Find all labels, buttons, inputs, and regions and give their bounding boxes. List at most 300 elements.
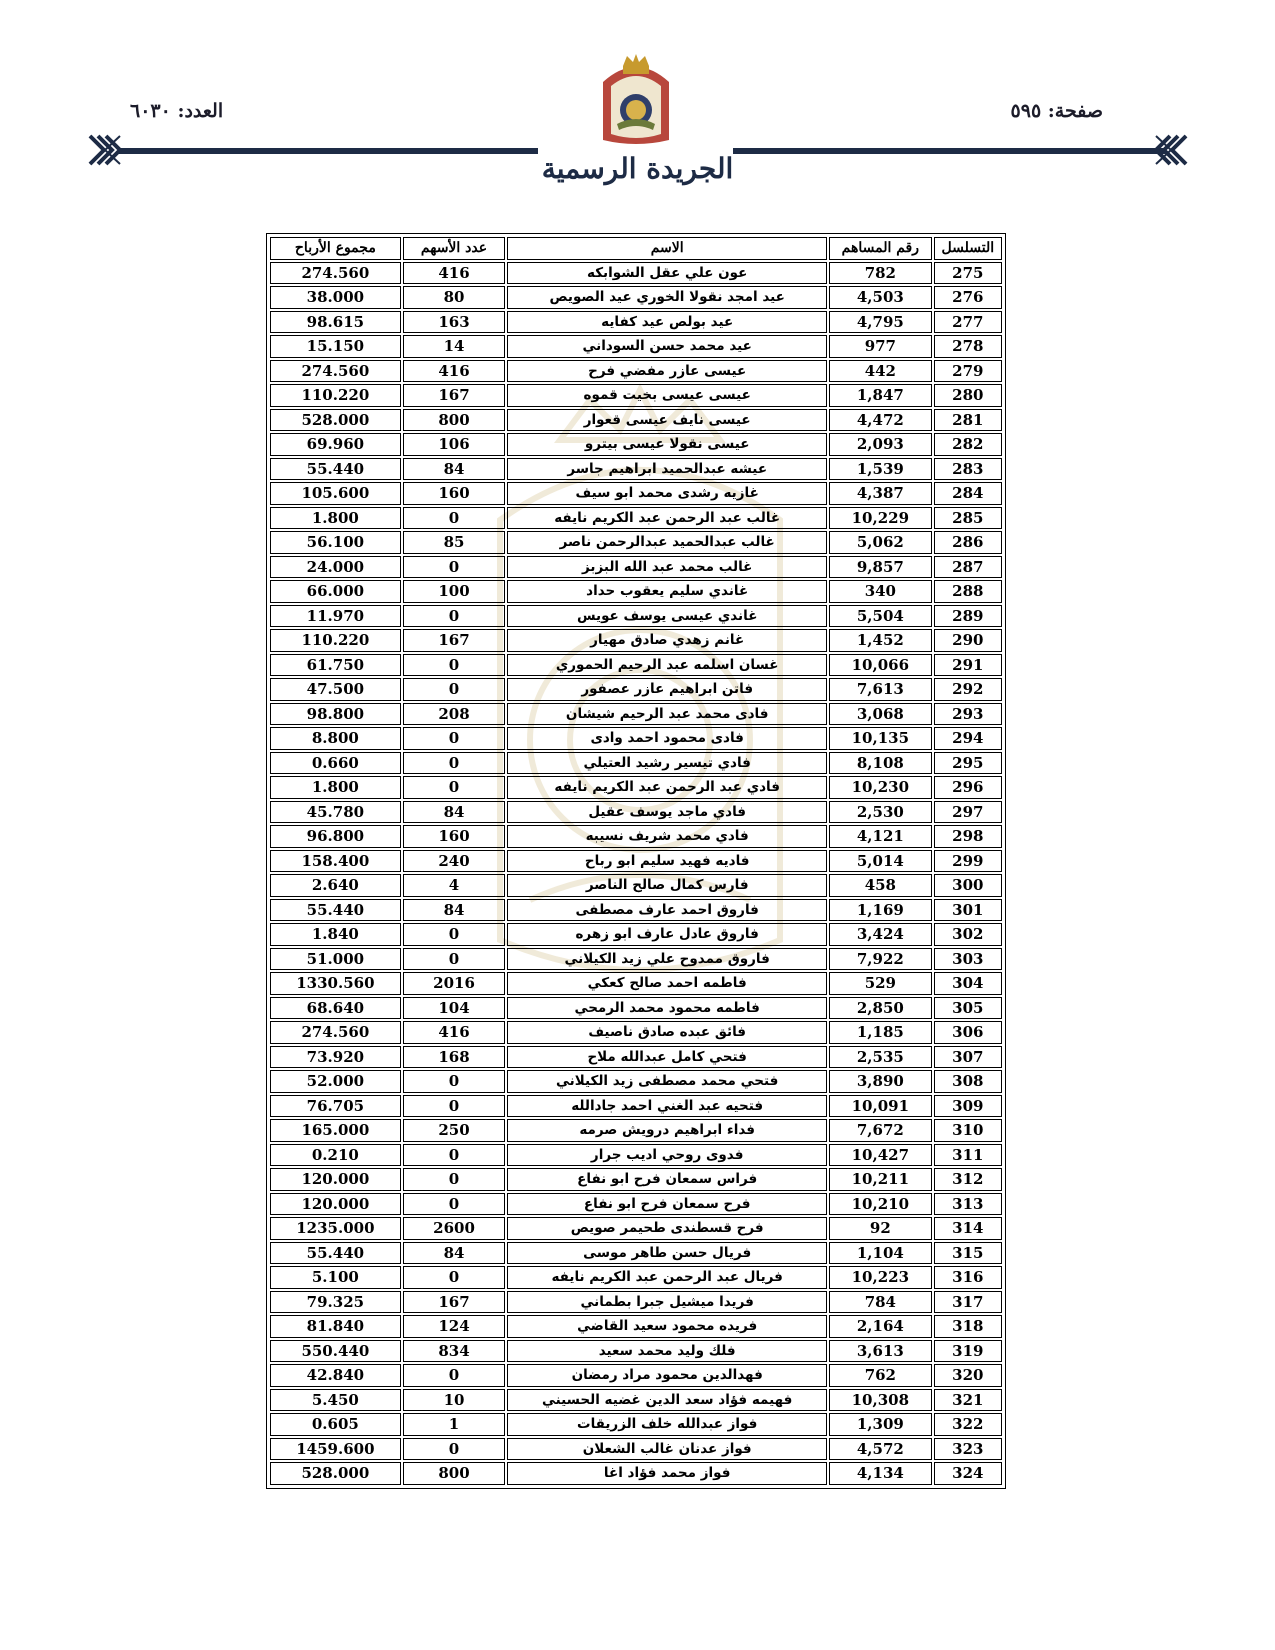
shares-cell: 160 bbox=[403, 482, 506, 505]
shareholder-number-cell: 1,539 bbox=[829, 458, 932, 481]
table-row bbox=[270, 1193, 1002, 1216]
shareholder-number-cell: 8,108 bbox=[829, 752, 932, 775]
table-row bbox=[270, 678, 1002, 701]
serial-cell: 314 bbox=[934, 1217, 1002, 1240]
serial-cell: 297 bbox=[934, 801, 1002, 824]
shares-cell: 834 bbox=[403, 1340, 506, 1363]
shareholder-number-cell: 2,535 bbox=[829, 1046, 932, 1069]
table-header-row bbox=[270, 237, 1002, 260]
shareholder-number-cell: 10,223 bbox=[829, 1266, 932, 1289]
dividends-cell: 38.000 bbox=[270, 286, 401, 309]
serial-cell: 277 bbox=[934, 311, 1002, 334]
table-row bbox=[270, 507, 1002, 530]
serial-cell: 290 bbox=[934, 629, 1002, 652]
serial-cell: 299 bbox=[934, 850, 1002, 873]
name-cell: عيد محمد حسن السوداني bbox=[507, 335, 827, 358]
dividends-cell: 55.440 bbox=[270, 1242, 401, 1265]
dividends-cell: 528.000 bbox=[270, 409, 401, 432]
serial-cell: 322 bbox=[934, 1413, 1002, 1436]
serial-cell: 285 bbox=[934, 507, 1002, 530]
dividends-cell: 52.000 bbox=[270, 1070, 401, 1093]
table-row bbox=[270, 997, 1002, 1020]
table-row bbox=[270, 948, 1002, 971]
table-row bbox=[270, 629, 1002, 652]
shares-cell: 84 bbox=[403, 801, 506, 824]
shares-cell: 0 bbox=[403, 1144, 506, 1167]
shares-cell: 4 bbox=[403, 874, 506, 897]
column-header-shareholder-number: رقم المساهم bbox=[829, 237, 932, 260]
table-row bbox=[270, 776, 1002, 799]
serial-cell: 288 bbox=[934, 580, 1002, 603]
shareholder-number-cell: 1,847 bbox=[829, 384, 932, 407]
name-cell: فواز محمد فؤاد اغا bbox=[507, 1462, 827, 1485]
shares-cell: 80 bbox=[403, 286, 506, 309]
table-row bbox=[270, 409, 1002, 432]
shareholder-number-cell: 10,427 bbox=[829, 1144, 932, 1167]
shares-cell: 800 bbox=[403, 409, 506, 432]
dividends-cell: 73.920 bbox=[270, 1046, 401, 1069]
shareholder-number-cell: 10,135 bbox=[829, 727, 932, 750]
dividends-cell: 5.100 bbox=[270, 1266, 401, 1289]
shares-cell: 2600 bbox=[403, 1217, 506, 1240]
shares-cell: 0 bbox=[403, 1266, 506, 1289]
dividends-cell: 47.500 bbox=[270, 678, 401, 701]
dividends-cell: 55.440 bbox=[270, 458, 401, 481]
shares-cell: 0 bbox=[403, 507, 506, 530]
shareholder-number-cell: 4,795 bbox=[829, 311, 932, 334]
name-cell: فادي عبد الرحمن عبد الكريم نايفه bbox=[507, 776, 827, 799]
name-cell: عيسى نقولا عيسى بيترو bbox=[507, 433, 827, 456]
serial-cell: 316 bbox=[934, 1266, 1002, 1289]
table-row bbox=[270, 1021, 1002, 1044]
shareholder-number-cell: 7,672 bbox=[829, 1119, 932, 1142]
shares-cell: 0 bbox=[403, 678, 506, 701]
dividends-cell: 274.560 bbox=[270, 360, 401, 383]
name-cell: فتحيه عبد الغني احمد جادالله bbox=[507, 1095, 827, 1118]
serial-cell: 317 bbox=[934, 1291, 1002, 1314]
name-cell: فاديه فهيد سليم ابو رباح bbox=[507, 850, 827, 873]
table-row bbox=[270, 360, 1002, 383]
name-cell: فاروق ممدوح علي زيد الكيلاني bbox=[507, 948, 827, 971]
shares-cell: 250 bbox=[403, 1119, 506, 1142]
table-row bbox=[270, 458, 1002, 481]
shareholder-number-cell: 7,922 bbox=[829, 948, 932, 971]
shareholder-number-cell: 1,185 bbox=[829, 1021, 932, 1044]
serial-cell: 313 bbox=[934, 1193, 1002, 1216]
table-row bbox=[270, 286, 1002, 309]
name-cell: فرح سمعان فرح ابو نفاع bbox=[507, 1193, 827, 1216]
name-cell: فادى محمود احمد وادى bbox=[507, 727, 827, 750]
shareholder-number-cell: 784 bbox=[829, 1291, 932, 1314]
name-cell: فاطمه محمود محمد الرمحي bbox=[507, 997, 827, 1020]
dividends-cell: 5.450 bbox=[270, 1389, 401, 1412]
table-row bbox=[270, 874, 1002, 897]
name-cell: فداء ابراهيم درويش صرمه bbox=[507, 1119, 827, 1142]
shareholder-number-cell: 3,068 bbox=[829, 703, 932, 726]
name-cell: فاروق عادل عارف ابو زهره bbox=[507, 923, 827, 946]
dividends-cell: 42.840 bbox=[270, 1364, 401, 1387]
shareholder-number-cell: 1,452 bbox=[829, 629, 932, 652]
shares-cell: 416 bbox=[403, 360, 506, 383]
shareholder-number-cell: 10,210 bbox=[829, 1193, 932, 1216]
serial-cell: 295 bbox=[934, 752, 1002, 775]
shareholder-number-cell: 1,104 bbox=[829, 1242, 932, 1265]
table-row bbox=[270, 1095, 1002, 1118]
dividends-cell: 528.000 bbox=[270, 1462, 401, 1485]
shares-cell: 168 bbox=[403, 1046, 506, 1069]
shares-cell: 14 bbox=[403, 335, 506, 358]
dividends-cell: 1235.000 bbox=[270, 1217, 401, 1240]
serial-cell: 304 bbox=[934, 972, 1002, 995]
dividends-cell: 98.800 bbox=[270, 703, 401, 726]
table-row bbox=[270, 384, 1002, 407]
shareholder-number-cell: 340 bbox=[829, 580, 932, 603]
dividends-cell: 45.780 bbox=[270, 801, 401, 824]
dividends-cell: 15.150 bbox=[270, 335, 401, 358]
shareholder-number-cell: 10,066 bbox=[829, 654, 932, 677]
dividends-cell: 1330.560 bbox=[270, 972, 401, 995]
shares-cell: 0 bbox=[403, 948, 506, 971]
shares-cell: 800 bbox=[403, 1462, 506, 1485]
name-cell: فلك وليد محمد سعيد bbox=[507, 1340, 827, 1363]
shareholder-number-cell: 4,472 bbox=[829, 409, 932, 432]
serial-cell: 320 bbox=[934, 1364, 1002, 1387]
serial-cell: 318 bbox=[934, 1315, 1002, 1338]
shareholder-number-cell: 4,503 bbox=[829, 286, 932, 309]
serial-cell: 321 bbox=[934, 1389, 1002, 1412]
serial-cell: 294 bbox=[934, 727, 1002, 750]
table-row bbox=[270, 556, 1002, 579]
dividends-cell: 0.660 bbox=[270, 752, 401, 775]
table-row bbox=[270, 727, 1002, 750]
shares-cell: 0 bbox=[403, 556, 506, 579]
serial-cell: 309 bbox=[934, 1095, 1002, 1118]
serial-cell: 310 bbox=[934, 1119, 1002, 1142]
dividends-cell: 0.605 bbox=[270, 1413, 401, 1436]
table-row bbox=[270, 825, 1002, 848]
name-cell: فهدالدين محمود مراد رمضان bbox=[507, 1364, 827, 1387]
serial-cell: 319 bbox=[934, 1340, 1002, 1363]
table-row bbox=[270, 923, 1002, 946]
serial-cell: 279 bbox=[934, 360, 1002, 383]
serial-cell: 303 bbox=[934, 948, 1002, 971]
shareholder-number-cell: 762 bbox=[829, 1364, 932, 1387]
dividends-cell: 56.100 bbox=[270, 531, 401, 554]
column-header-total-dividends: مجموع الأرباح bbox=[270, 237, 401, 260]
shares-cell: 416 bbox=[403, 262, 506, 285]
dividends-cell: 81.840 bbox=[270, 1315, 401, 1338]
name-cell: عيسى عازر مفضي فرح bbox=[507, 360, 827, 383]
table-row bbox=[270, 1046, 1002, 1069]
dividends-cell: 110.220 bbox=[270, 384, 401, 407]
shares-cell: 0 bbox=[403, 1168, 506, 1191]
shares-cell: 167 bbox=[403, 629, 506, 652]
serial-cell: 301 bbox=[934, 899, 1002, 922]
name-cell: غسان اسلمه عبد الرحيم الحموري bbox=[507, 654, 827, 677]
dividends-cell: 24.000 bbox=[270, 556, 401, 579]
dividends-cell: 158.400 bbox=[270, 850, 401, 873]
dividends-cell: 51.000 bbox=[270, 948, 401, 971]
serial-cell: 280 bbox=[934, 384, 1002, 407]
shares-cell: 84 bbox=[403, 899, 506, 922]
name-cell: فتحي كامل عبدالله ملاح bbox=[507, 1046, 827, 1069]
table-row bbox=[270, 1340, 1002, 1363]
shareholder-number-cell: 442 bbox=[829, 360, 932, 383]
dividends-cell: 61.750 bbox=[270, 654, 401, 677]
dividends-cell: 550.440 bbox=[270, 1340, 401, 1363]
shareholder-number-cell: 10,230 bbox=[829, 776, 932, 799]
serial-cell: 296 bbox=[934, 776, 1002, 799]
table-row bbox=[270, 752, 1002, 775]
name-cell: عيد امجد نقولا الخوري عيد الصويص bbox=[507, 286, 827, 309]
name-cell: فرح قسطندى طحيمر صويص bbox=[507, 1217, 827, 1240]
serial-cell: 283 bbox=[934, 458, 1002, 481]
name-cell: عيد بولص عيد كفايه bbox=[507, 311, 827, 334]
serial-cell: 306 bbox=[934, 1021, 1002, 1044]
name-cell: فادي محمد شريف نسيبه bbox=[507, 825, 827, 848]
table-row bbox=[270, 262, 1002, 285]
dividends-cell: 105.600 bbox=[270, 482, 401, 505]
shares-cell: 106 bbox=[403, 433, 506, 456]
name-cell: فادي ماجد يوسف عقيل bbox=[507, 801, 827, 824]
table-row bbox=[270, 1438, 1002, 1461]
name-cell: غانم زهدي صادق مهيار bbox=[507, 629, 827, 652]
table-row bbox=[270, 1168, 1002, 1191]
serial-cell: 312 bbox=[934, 1168, 1002, 1191]
shareholder-number-cell: 2,850 bbox=[829, 997, 932, 1020]
shares-cell: 167 bbox=[403, 384, 506, 407]
shareholder-number-cell: 458 bbox=[829, 874, 932, 897]
shareholder-number-cell: 10,091 bbox=[829, 1095, 932, 1118]
shareholder-number-cell: 529 bbox=[829, 972, 932, 995]
serial-cell: 286 bbox=[934, 531, 1002, 554]
name-cell: فادي تيسير رشيد العتيلي bbox=[507, 752, 827, 775]
name-cell: فاطمه احمد صالح كعكي bbox=[507, 972, 827, 995]
shareholder-number-cell: 9,857 bbox=[829, 556, 932, 579]
name-cell: فتحي محمد مصطفى زيد الكيلاني bbox=[507, 1070, 827, 1093]
shareholder-number-cell: 4,572 bbox=[829, 1438, 932, 1461]
table-row bbox=[270, 531, 1002, 554]
table-row bbox=[270, 1389, 1002, 1412]
shareholder-number-cell: 4,387 bbox=[829, 482, 932, 505]
name-cell: عيسى عيسى بخيت قموه bbox=[507, 384, 827, 407]
serial-cell: 289 bbox=[934, 605, 1002, 628]
dividends-cell: 98.615 bbox=[270, 311, 401, 334]
table-row bbox=[270, 482, 1002, 505]
serial-cell: 278 bbox=[934, 335, 1002, 358]
name-cell: فريده محمود سعيد القاضي bbox=[507, 1315, 827, 1338]
shares-cell: 208 bbox=[403, 703, 506, 726]
dividends-cell: 1.840 bbox=[270, 923, 401, 946]
shares-cell: 160 bbox=[403, 825, 506, 848]
dividends-cell: 96.800 bbox=[270, 825, 401, 848]
name-cell: فريدا ميشيل جبرا بطماني bbox=[507, 1291, 827, 1314]
shares-cell: 0 bbox=[403, 1364, 506, 1387]
shareholder-number-cell: 4,121 bbox=[829, 825, 932, 848]
shares-cell: 0 bbox=[403, 776, 506, 799]
serial-cell: 275 bbox=[934, 262, 1002, 285]
shares-cell: 0 bbox=[403, 1438, 506, 1461]
shares-cell: 167 bbox=[403, 1291, 506, 1314]
ornament-knot-left-icon bbox=[88, 132, 122, 168]
table-row bbox=[270, 605, 1002, 628]
name-cell: فواز عدنان غالب الشعلان bbox=[507, 1438, 827, 1461]
dividends-cell: 69.960 bbox=[270, 433, 401, 456]
dividends-cell: 68.640 bbox=[270, 997, 401, 1020]
shareholder-number-cell: 4,134 bbox=[829, 1462, 932, 1485]
table-row bbox=[270, 972, 1002, 995]
serial-cell: 307 bbox=[934, 1046, 1002, 1069]
name-cell: فادى محمد عبد الرحيم شيشان bbox=[507, 703, 827, 726]
serial-cell: 324 bbox=[934, 1462, 1002, 1485]
shareholder-number-cell: 5,504 bbox=[829, 605, 932, 628]
serial-cell: 305 bbox=[934, 997, 1002, 1020]
shareholder-number-cell: 10,308 bbox=[829, 1389, 932, 1412]
serial-cell: 276 bbox=[934, 286, 1002, 309]
serial-cell: 300 bbox=[934, 874, 1002, 897]
table-row bbox=[270, 1364, 1002, 1387]
shares-cell: 10 bbox=[403, 1389, 506, 1412]
table-row bbox=[270, 580, 1002, 603]
name-cell: فريال حسن طاهر موسى bbox=[507, 1242, 827, 1265]
serial-cell: 281 bbox=[934, 409, 1002, 432]
dividends-cell: 1459.600 bbox=[270, 1438, 401, 1461]
table-row bbox=[270, 703, 1002, 726]
shares-cell: 416 bbox=[403, 1021, 506, 1044]
shares-cell: 84 bbox=[403, 458, 506, 481]
page-number-label: صفحة: ٥٩٥ bbox=[1010, 100, 1103, 122]
shares-cell: 2016 bbox=[403, 972, 506, 995]
name-cell: غالب عبدالحميد عبدالرحمن ناصر bbox=[507, 531, 827, 554]
table-row bbox=[270, 433, 1002, 456]
table-row bbox=[270, 335, 1002, 358]
serial-cell: 315 bbox=[934, 1242, 1002, 1265]
name-cell: غازيه رشدى محمد ابو سيف bbox=[507, 482, 827, 505]
table-row bbox=[270, 1217, 1002, 1240]
dividends-cell: 274.560 bbox=[270, 262, 401, 285]
shareholders-table-frame bbox=[266, 233, 1006, 1489]
name-cell: فواز عبدالله خلف الزريقات bbox=[507, 1413, 827, 1436]
serial-cell: 284 bbox=[934, 482, 1002, 505]
shareholder-number-cell: 1,309 bbox=[829, 1413, 932, 1436]
serial-cell: 287 bbox=[934, 556, 1002, 579]
table-row bbox=[270, 1242, 1002, 1265]
name-cell: فائق عبده صادق ناصيف bbox=[507, 1021, 827, 1044]
shares-cell: 0 bbox=[403, 1070, 506, 1093]
shares-cell: 1 bbox=[403, 1413, 506, 1436]
table-row bbox=[270, 654, 1002, 677]
dividends-cell: 120.000 bbox=[270, 1193, 401, 1216]
shareholder-number-cell: 1,169 bbox=[829, 899, 932, 922]
serial-cell: 311 bbox=[934, 1144, 1002, 1167]
shares-cell: 0 bbox=[403, 923, 506, 946]
shareholder-number-cell: 5,014 bbox=[829, 850, 932, 873]
shares-cell: 84 bbox=[403, 1242, 506, 1265]
shareholder-number-cell: 782 bbox=[829, 262, 932, 285]
serial-cell: 308 bbox=[934, 1070, 1002, 1093]
shares-cell: 240 bbox=[403, 850, 506, 873]
name-cell: غالب محمد عبد الله البزبز bbox=[507, 556, 827, 579]
shareholder-number-cell: 2,093 bbox=[829, 433, 932, 456]
dividends-cell: 0.210 bbox=[270, 1144, 401, 1167]
serial-cell: 323 bbox=[934, 1438, 1002, 1461]
table-row bbox=[270, 1315, 1002, 1338]
shares-cell: 0 bbox=[403, 1095, 506, 1118]
dividends-cell: 274.560 bbox=[270, 1021, 401, 1044]
serial-cell: 282 bbox=[934, 433, 1002, 456]
name-cell: غاندي عيسى يوسف عويس bbox=[507, 605, 827, 628]
shares-cell: 85 bbox=[403, 531, 506, 554]
shares-cell: 163 bbox=[403, 311, 506, 334]
shareholders-table bbox=[268, 235, 1004, 1487]
name-cell: عون علي عقل الشوابكه bbox=[507, 262, 827, 285]
dividends-cell: 55.440 bbox=[270, 899, 401, 922]
shareholder-number-cell: 92 bbox=[829, 1217, 932, 1240]
dividends-cell: 8.800 bbox=[270, 727, 401, 750]
name-cell: فارس كمال صالح الناصر bbox=[507, 874, 827, 897]
ornament-knot-right-icon bbox=[1154, 132, 1188, 168]
coat-of-arms-emblem-icon bbox=[597, 52, 675, 148]
name-cell: فريال عبد الرحمن عبد الكريم نايفه bbox=[507, 1266, 827, 1289]
column-header-serial: التسلسل bbox=[934, 237, 1002, 260]
shareholder-number-cell: 10,229 bbox=[829, 507, 932, 530]
shares-cell: 100 bbox=[403, 580, 506, 603]
dividends-cell: 66.000 bbox=[270, 580, 401, 603]
table-row bbox=[270, 899, 1002, 922]
serial-cell: 298 bbox=[934, 825, 1002, 848]
shareholder-number-cell: 3,613 bbox=[829, 1340, 932, 1363]
serial-cell: 291 bbox=[934, 654, 1002, 677]
dividends-cell: 76.705 bbox=[270, 1095, 401, 1118]
dividends-cell: 110.220 bbox=[270, 629, 401, 652]
name-cell: فهيمه فؤاد سعد الدين غضيه الحسيني bbox=[507, 1389, 827, 1412]
dividends-cell: 2.640 bbox=[270, 874, 401, 897]
shares-cell: 0 bbox=[403, 1193, 506, 1216]
column-header-name: الاسم bbox=[507, 237, 827, 260]
shareholder-number-cell: 5,062 bbox=[829, 531, 932, 554]
table-row bbox=[270, 801, 1002, 824]
gazette-title: الجريدة الرسمية bbox=[541, 152, 734, 185]
table-row bbox=[270, 1070, 1002, 1093]
shareholder-number-cell: 7,613 bbox=[829, 678, 932, 701]
table-row bbox=[270, 850, 1002, 873]
name-cell: فراس سمعان فرح ابو نفاع bbox=[507, 1168, 827, 1191]
dividends-cell: 165.000 bbox=[270, 1119, 401, 1142]
table-row bbox=[270, 1291, 1002, 1314]
dividends-cell: 1.800 bbox=[270, 776, 401, 799]
table-row bbox=[270, 1462, 1002, 1485]
table-row bbox=[270, 1119, 1002, 1142]
shareholder-number-cell: 2,164 bbox=[829, 1315, 932, 1338]
shares-cell: 124 bbox=[403, 1315, 506, 1338]
issue-number-label: العدد: ٦٠٣٠ bbox=[130, 100, 224, 122]
dividends-cell: 120.000 bbox=[270, 1168, 401, 1191]
shares-cell: 0 bbox=[403, 605, 506, 628]
shareholder-number-cell: 10,211 bbox=[829, 1168, 932, 1191]
shares-cell: 0 bbox=[403, 752, 506, 775]
shares-cell: 104 bbox=[403, 997, 506, 1020]
shareholder-number-cell: 3,424 bbox=[829, 923, 932, 946]
column-header-shares: عدد الأسهم bbox=[403, 237, 506, 260]
name-cell: فدوى روحي اديب جرار bbox=[507, 1144, 827, 1167]
name-cell: عيسى نايف عيسى قعوار bbox=[507, 409, 827, 432]
shares-cell: 0 bbox=[403, 727, 506, 750]
name-cell: فاروق احمد عارف مصطفى bbox=[507, 899, 827, 922]
shareholder-number-cell: 3,890 bbox=[829, 1070, 932, 1093]
shares-cell: 0 bbox=[403, 654, 506, 677]
serial-cell: 302 bbox=[934, 923, 1002, 946]
name-cell: غالب عبد الرحمن عبد الكريم نايفه bbox=[507, 507, 827, 530]
